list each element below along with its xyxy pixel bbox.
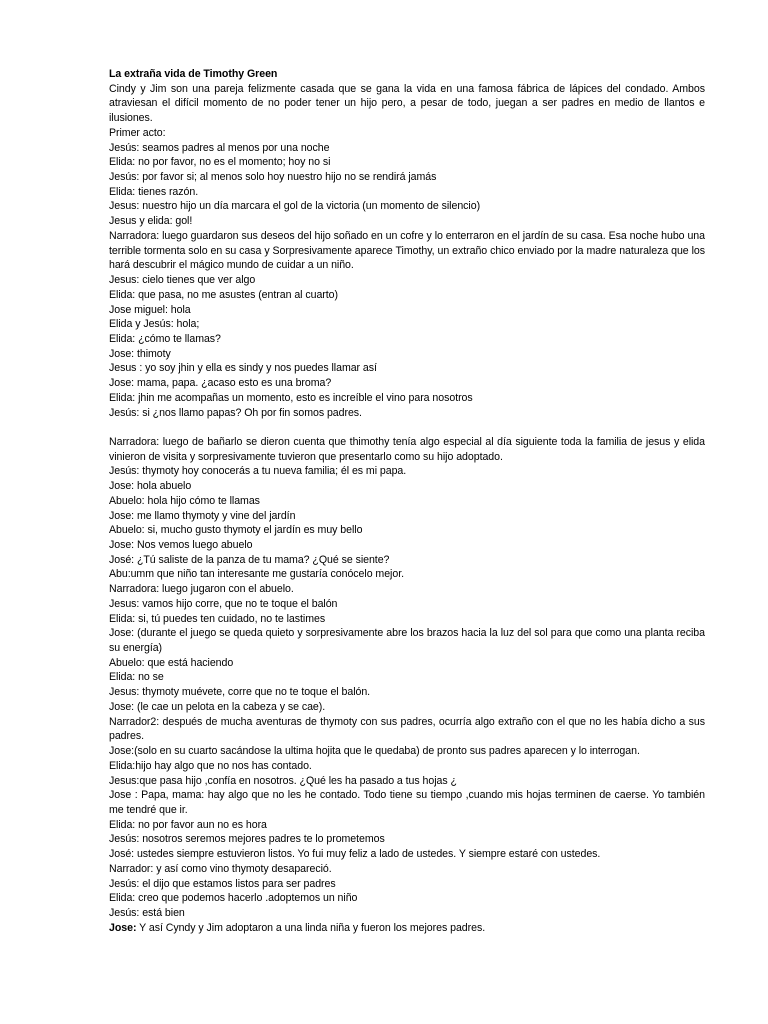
dialogue-line: Jose miguel: hola (109, 303, 191, 316)
dialogue-line: Jesús: por favor si; al menos solo hoy nuestro hijo no se rendirá jamás (109, 171, 437, 184)
dialogue-line: Abuelo: si, mucho gusto thymoty el jardín es muy bello (109, 524, 363, 537)
dialogue-line: Elida: si, tú puedes ten cuidado, no te lastimes (109, 612, 326, 625)
dialogue-line: Abuelo: hola hijo cómo te llamas (109, 494, 260, 507)
final-speaker: Jose: (109, 921, 137, 934)
dialogue-line: Jose: mama, papa. ¿acaso esto es una broma? (109, 377, 332, 390)
dialogue-line: Jose: me llamo thymoty y vine del jardín (109, 509, 296, 522)
dialogue-line: Jesús: seamos padres al menos por una noche (109, 141, 330, 154)
act-heading: Primer acto: (109, 126, 166, 139)
dialogue-line: Jesús: thymoty hoy conocerás a tu nueva familia; él es mi papa. (109, 465, 407, 478)
dialogue-line: Jose: hola abuelo (109, 480, 192, 493)
dialogue-line: Jesús: si ¿nos llamo papas? Oh por fin somos padres. (109, 406, 362, 419)
dialogue-line: Jesus:que pasa hijo ,confía en nosotros. ¿Qué les ha pasado a tus hojas ¿ (109, 774, 457, 787)
document-page (109, 67, 705, 935)
dialogue-line: Abuelo: que está haciendo (109, 656, 234, 669)
narration-line: Narradora: luego de bañarlo se dieron cuenta que thimothy tenía algo especial al día siguiente toda la familia de jesus y elida vinieron de visita y sorpresivamente tuvieron que presentarlo como su hijo adoptado. (109, 435, 705, 463)
dialogue-line: Jesús: está bien (109, 906, 185, 919)
intro-paragraph: Cindy y Jim son una pareja felizmente casada que se gana la vida en una famosa fábrica de lápices del condado. Ambos atraviesan el difícil momento de no poder tener un hijo pero, a pesar de todo, juegan a ser padres en medio de llantos e ilusiones. (109, 82, 705, 125)
dialogue-line: Jose:(solo en su cuarto sacándose la ultima hojita que le quedaba) de pronto sus padres aparecen y lo interrogan. (109, 745, 640, 758)
final-line (109, 921, 705, 936)
dialogue-line: Jesus: thymoty muévete, corre que no te toque el balón. (109, 686, 371, 699)
dialogue-line: Jesús: nosotros seremos mejores padres te lo prometemos (109, 833, 385, 846)
dialogue-line: José: ustedes siempre estuvieron listos. Yo fui muy feliz a lado de ustedes. Y siempre estaré con ustedes. (109, 848, 601, 861)
dialogue-line: Jesus: cielo tienes que ver algo (109, 274, 256, 287)
dialogue-line: Elida: no por favor aun no es hora (109, 818, 267, 831)
dialogue-line: Elida:hijo hay algo que no nos has contado. (109, 759, 312, 772)
dialogue-line: Elida: jhin me acompañas un momento, esto es increíble el vino para nosotros (109, 391, 473, 404)
dialogue-line: Elida: tienes razón. (109, 185, 199, 198)
dialogue-line: Jose: thimoty (109, 347, 171, 360)
dialogue-line: Elida: creo que podemos hacerlo .adoptemos un niño (109, 892, 358, 905)
dialogue-line: Jose : Papa, mama: hay algo que no les he contado. Todo tiene su tiempo ,cuando mis hojas terminen de caerse. Yo también me tendré que ir. (109, 789, 705, 816)
dialogue-line: Elida: que pasa, no me asustes (entran al cuarto) (109, 288, 338, 301)
dialogue-line: Jesús: el dijo que estamos listos para ser padres (109, 877, 336, 890)
dialogue-line: Narradora: luego jugaron con el abuelo. (109, 583, 294, 596)
document-title: La extraña vida de Timothy Green (109, 68, 278, 80)
paragraph-gap (109, 420, 705, 435)
dialogue-line: Jesus y elida: gol! (109, 215, 193, 228)
dialogue-line: Elida: ¿cómo te llamas? (109, 332, 221, 345)
narration-line: Narrador2: después de mucha aventuras de thymoty con sus padres, ocurría algo extraño con el que no les había dicho a sus padres. (109, 715, 705, 743)
dialogue-line: Jose: (durante el juego se queda quieto y sorpresivamente abre los brazos hacia la luz del sol para que como una planta reciba su energía) (109, 627, 705, 655)
narration-line: Narradora: luego guardaron sus deseos del hijo soñado en un cofre y lo enterraron en el jardín de su casa. Esa noche hubo una terrible tormenta solo en su casa y Sorpresivamente aparece Timothy, un extraño chico enviado por la madre naturaleza que los hará descubrir el mágico mundo de cuidar a un niño. (109, 229, 705, 272)
final-text: Y así Cyndy y Jim adoptaron a una linda niña y fueron los mejores padres. (136, 921, 486, 934)
dialogue-line: Elida y Jesús: hola; (109, 318, 200, 331)
dialogue-line: José: ¿Tú saliste de la panza de tu mama? ¿Qué se siente? (109, 553, 390, 566)
dialogue-block-2 (109, 435, 705, 921)
dialogue-line: Elida: no por favor, no es el momento; hoy no si (109, 156, 331, 169)
dialogue-line: Jesus: nuestro hijo un día marcara el gol de la victoria (un momento de silencio) (109, 200, 481, 213)
dialogue-line: Elida: no se (109, 671, 164, 684)
dialogue-line: Narrador: y así como vino thymoty desapareció. (109, 862, 332, 875)
dialogue-line: Jesus: vamos hijo corre, que no te toque el balón (109, 597, 338, 610)
dialogue-line: Abu:umm que niño tan interesante me gustaría conócelo mejor. (109, 568, 404, 581)
dialogue-block-1 (109, 141, 705, 421)
dialogue-line: Jose: Nos vemos luego abuelo (109, 539, 253, 551)
dialogue-line: Jesus : yo soy jhin y ella es sindy y nos puedes llamar así (109, 362, 377, 375)
dialogue-line: Jose: (le cae un pelota en la cabeza y se cae). (109, 700, 326, 713)
